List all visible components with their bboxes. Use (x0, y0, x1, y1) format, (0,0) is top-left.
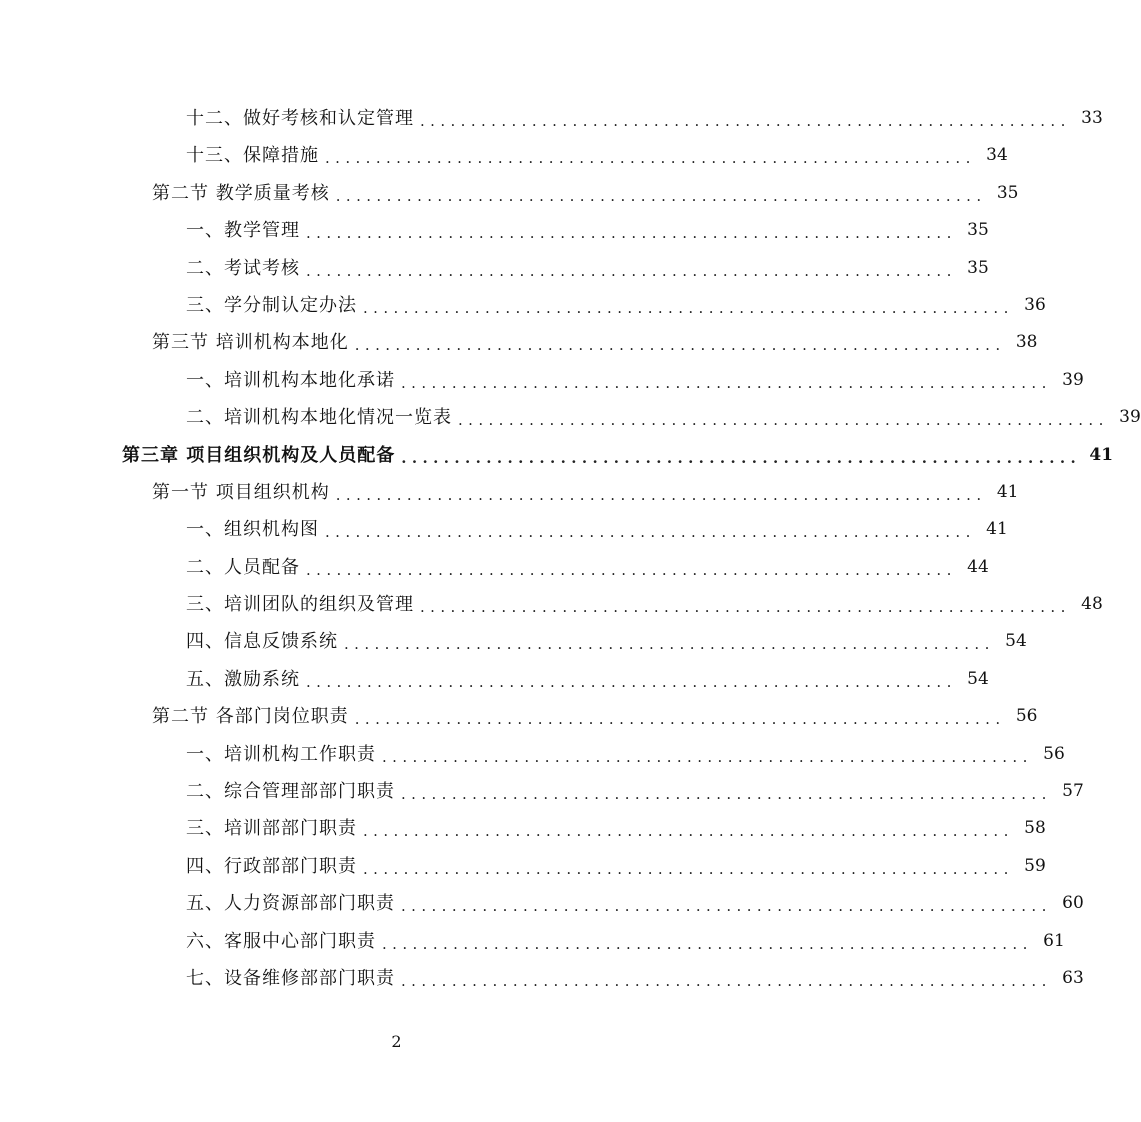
toc-entry[interactable] (0, 960, 1084, 997)
toc-entry-page: 54 (1005, 631, 1027, 652)
toc-entry-label: 一、培训机构本地化承诺 (186, 369, 395, 391)
toc-entry-label: 第三节 培训机构本地化 (152, 332, 349, 354)
toc-dot-leader: ................................................................ (306, 224, 957, 243)
toc-entry[interactable] (0, 698, 1038, 735)
toc-entry-label: 第二节 各部门岗位职责 (152, 706, 349, 728)
table-of-contents (0, 100, 1141, 997)
toc-entry[interactable] (0, 773, 1084, 810)
toc-dot-leader: ................................................................ (363, 859, 1014, 878)
toc-entry-label: 三、培训部部门职责 (186, 818, 357, 840)
toc-entry-page: 48 (1081, 594, 1103, 615)
toc-dot-leader: ................................................................ (401, 448, 1082, 467)
toc-dot-leader: ................................................................ (306, 672, 957, 691)
toc-entry-page: 54 (967, 668, 989, 689)
toc-entry[interactable] (0, 586, 1103, 623)
toc-dot-leader: ................................................................ (420, 598, 1071, 617)
toc-entry-label: 二、培训机构本地化情况一览表 (186, 407, 452, 429)
toc-entry-page: 39 (1119, 407, 1141, 428)
toc-entry-label: 一、教学管理 (186, 220, 300, 242)
toc-dot-leader: ................................................................ (354, 336, 1006, 355)
toc-entry[interactable] (0, 923, 1065, 960)
toc-dot-leader: ................................................................ (401, 373, 1052, 392)
toc-entry[interactable] (0, 848, 1046, 885)
toc-entry-page: 57 (1062, 781, 1084, 802)
toc-dot-leader: ................................................................ (325, 149, 976, 168)
toc-dot-leader: ................................................................ (401, 971, 1052, 990)
toc-entry-page: 44 (967, 556, 989, 577)
toc-dot-leader: ................................................................ (363, 298, 1014, 317)
toc-dot-leader: ................................................................ (344, 635, 995, 654)
toc-dot-leader: ................................................................ (335, 186, 987, 205)
toc-entry-label: 七、设备维修部部门职责 (186, 967, 395, 989)
toc-entry[interactable] (0, 511, 1008, 548)
toc-entry-label: 二、人员配备 (186, 556, 300, 578)
toc-dot-leader: ................................................................ (325, 523, 976, 542)
toc-entry[interactable] (0, 623, 1027, 660)
toc-entry[interactable] (0, 736, 1065, 773)
toc-entry[interactable] (0, 549, 989, 586)
toc-entry-page: 41 (996, 481, 1019, 502)
toc-entry-label: 六、客服中心部门职责 (186, 930, 376, 952)
toc-dot-leader: ................................................................ (306, 560, 957, 579)
toc-entry-page: 59 (1024, 855, 1046, 876)
toc-entry-label: 二、考试考核 (186, 257, 300, 279)
toc-entry-page: 36 (1024, 294, 1046, 315)
toc-entry-label: 五、人力资源部部门职责 (186, 893, 395, 915)
toc-entry[interactable] (0, 287, 1046, 324)
toc-entry[interactable] (0, 661, 989, 698)
toc-entry-label: 四、行政部部门职责 (186, 855, 357, 877)
toc-entry[interactable] (0, 137, 1008, 174)
toc-dot-leader: ................................................................ (306, 261, 957, 280)
toc-entry-label: 第三章 项目组织机构及人员配备 (122, 444, 396, 466)
toc-entry[interactable] (0, 212, 989, 249)
toc-dot-leader: ................................................................ (363, 822, 1014, 841)
toc-entry-page: 39 (1062, 369, 1084, 390)
toc-entry-page: 33 (1081, 108, 1103, 128)
toc-entry[interactable] (0, 250, 989, 287)
toc-dot-leader: ................................................................ (335, 485, 987, 504)
toc-entry-label: 一、组织机构图 (186, 519, 319, 541)
toc-entry-page: 56 (1015, 706, 1038, 727)
toc-entry-page: 38 (1015, 332, 1038, 353)
toc-entry-page: 41 (986, 519, 1008, 540)
toc-entry[interactable] (0, 399, 1141, 436)
toc-entry-label: 十三、保障措施 (186, 145, 319, 167)
toc-entry[interactable] (0, 474, 1019, 511)
toc-entry-page: 35 (967, 257, 989, 278)
toc-entry-page: 35 (996, 182, 1019, 203)
toc-entry-page: 58 (1024, 818, 1046, 839)
toc-entry[interactable] (0, 175, 1019, 212)
toc-entry-label: 三、学分制认定办法 (186, 294, 357, 316)
toc-chapter-entry[interactable] (0, 437, 1114, 474)
toc-entry[interactable] (0, 362, 1084, 399)
toc-entry-label: 第一节 项目组织机构 (152, 481, 330, 503)
toc-entry-page: 61 (1043, 930, 1065, 951)
toc-dot-leader: ................................................................ (401, 897, 1052, 916)
toc-dot-leader: ................................................................ (382, 934, 1033, 953)
toc-entry-label: 一、培训机构工作职责 (186, 743, 376, 765)
toc-entry-label: 第二节 教学质量考核 (152, 182, 330, 204)
toc-entry-page: 56 (1043, 743, 1065, 764)
toc-entry-page: 60 (1062, 893, 1084, 914)
toc-entry-page: 63 (1062, 967, 1084, 988)
toc-dot-leader: ................................................................ (420, 112, 1071, 130)
toc-entry-label: 二、综合管理部部门职责 (186, 781, 395, 803)
toc-entry[interactable] (0, 100, 1103, 137)
toc-entry-page: 41 (1089, 444, 1114, 465)
toc-entry-label: 四、信息反馈系统 (186, 631, 338, 653)
toc-entry[interactable] (0, 810, 1046, 847)
toc-entry-label: 三、培训团队的组织及管理 (186, 594, 414, 616)
toc-entry[interactable] (0, 885, 1084, 922)
page-number: 2 (391, 1032, 402, 1051)
toc-entry[interactable] (0, 324, 1038, 361)
toc-dot-leader: ................................................................ (401, 785, 1052, 804)
toc-entry-page: 34 (986, 145, 1008, 166)
toc-entry-label: 五、激励系统 (186, 668, 300, 690)
toc-entry-label: 十二、做好考核和认定管理 (186, 108, 414, 129)
toc-dot-leader: ................................................................ (354, 710, 1006, 729)
toc-dot-leader: ................................................................ (458, 411, 1109, 430)
toc-dot-leader: ................................................................ (382, 747, 1033, 766)
toc-entry-page: 35 (967, 220, 989, 241)
